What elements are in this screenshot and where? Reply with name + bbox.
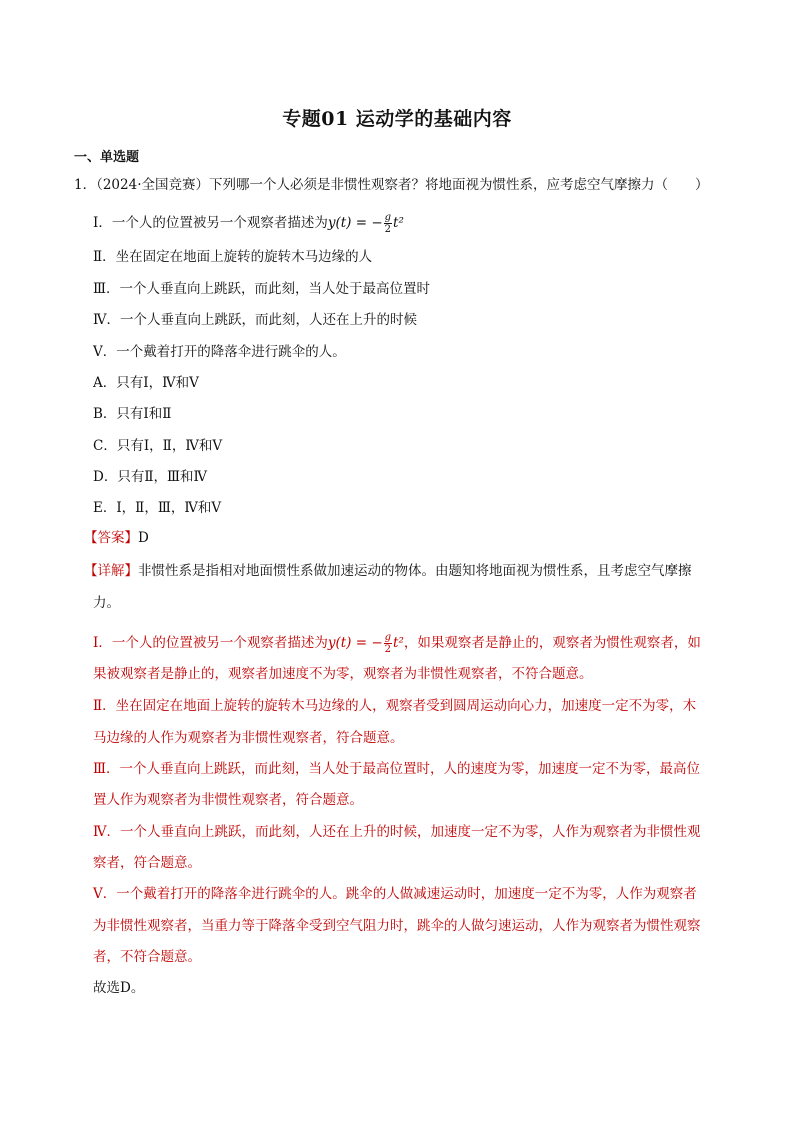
conclusion: 故选D。 xyxy=(93,980,145,996)
explanation-label: 【详解】 xyxy=(84,563,138,579)
option-b: B．只有Ⅰ和Ⅱ xyxy=(93,406,172,422)
explanation-formula-lhs: y(t) = − xyxy=(327,635,383,651)
explanation-line-11: Ⅴ．一个戴着打开的降落伞进行跳伞的人。跳伞的人做减速运动时，加速度一定不为零，人作为观察者 xyxy=(93,886,697,902)
formula-fraction xyxy=(384,212,392,235)
explanation-line-10: 察者，符合题意。 xyxy=(93,855,201,871)
option-c: C．只有Ⅰ，Ⅱ，Ⅳ和Ⅴ xyxy=(93,438,223,454)
answer-label: 【答案】 xyxy=(84,530,138,546)
explanation-line-7: Ⅲ．一个人垂直向上跳跃，而此刻，当人处于最高位置时，人的速度为零，加速度一定不为零，最高位 xyxy=(93,761,701,777)
explanation-line-3 xyxy=(93,632,701,655)
explanation-line-6: 马边缘的人作为观察者为非惯性观察者，符合题意。 xyxy=(93,730,404,746)
statement-5: Ⅴ．一个戴着打开的降落伞进行跳伞的人。 xyxy=(93,344,346,360)
formula-lhs: y(t) = − xyxy=(327,215,383,231)
answer-value: D xyxy=(138,530,149,546)
answer-line xyxy=(84,530,149,546)
option-d: D．只有Ⅱ，Ⅲ和Ⅳ xyxy=(93,469,208,485)
formula-den: 2 xyxy=(384,224,392,235)
question-stem: 1．（2024·全国竞赛）下列哪一个人必须是非惯性观察者？将地面视为惯性系，应考虑空气摩擦力（ ） xyxy=(74,177,709,193)
explanation-line-1 xyxy=(84,563,692,579)
option-a: A．只有Ⅰ，Ⅳ和Ⅴ xyxy=(93,375,199,391)
explanation-formula-num: g xyxy=(384,632,392,643)
formula-num: g xyxy=(384,212,392,223)
explanation-line-8: 置人作为观察者为非惯性观察者，符合题意。 xyxy=(93,792,363,808)
explanation-line-2: 力。 xyxy=(93,595,120,611)
statement-1 xyxy=(93,212,404,235)
explanation-line-5: Ⅱ．坐在固定在地面上旋转的旋转木马边缘的人，观察者受到圆周运动向心力，加速度一定不为零，木 xyxy=(93,698,697,714)
statement-4: Ⅳ．一个人垂直向上跳跃，而此刻，人还在上升的时候 xyxy=(93,312,417,328)
explanation-text-3a: Ⅰ．一个人的位置被另一个观察者描述为 xyxy=(93,635,328,651)
explanation-line-13: 者，不符合题意。 xyxy=(93,949,201,965)
explanation-text-1: 非惯性系是指相对地面惯性系做加速运动的物体。由题知将地面视为惯性系，且考虑空气摩擦 xyxy=(138,563,692,579)
explanation-formula-rhs: t² xyxy=(393,635,404,651)
formula-rhs: t² xyxy=(393,215,404,231)
option-e: E．Ⅰ，Ⅱ，Ⅲ，Ⅳ和Ⅴ xyxy=(93,500,222,516)
statement-2: Ⅱ．坐在固定在地面上旋转的旋转木马边缘的人 xyxy=(93,249,373,265)
explanation-formula-den: 2 xyxy=(384,644,392,655)
explanation-line-9: Ⅳ．一个人垂直向上跳跃，而此刻，人还在上升的时候，加速度一定不为零，人作为观察者为非惯性观 xyxy=(93,824,701,840)
explanation-line-12: 为非惯性观察者，当重力等于降落伞受到空气阻力时，跳伞的人做匀速运动，人作为观察者为惯性观察 xyxy=(93,918,701,934)
explanation-text-3b: ，如果观察者是静止的，观察者为惯性观察者，如 xyxy=(403,635,701,651)
section-heading: 一、单选题 xyxy=(74,150,140,165)
page-title: 专题01 运动学的基础内容 xyxy=(282,108,512,130)
explanation-formula-fraction xyxy=(384,632,392,655)
explanation-line-4: 果被观察者是静止的，观察者加速度不为零，观察者为非惯性观察者，不符合题意。 xyxy=(93,666,593,682)
statement-3: Ⅲ．一个人垂直向上跳跃，而此刻，当人处于最高位置时 xyxy=(93,281,431,297)
statement-1-text: Ⅰ．一个人的位置被另一个观察者描述为 xyxy=(93,215,328,231)
